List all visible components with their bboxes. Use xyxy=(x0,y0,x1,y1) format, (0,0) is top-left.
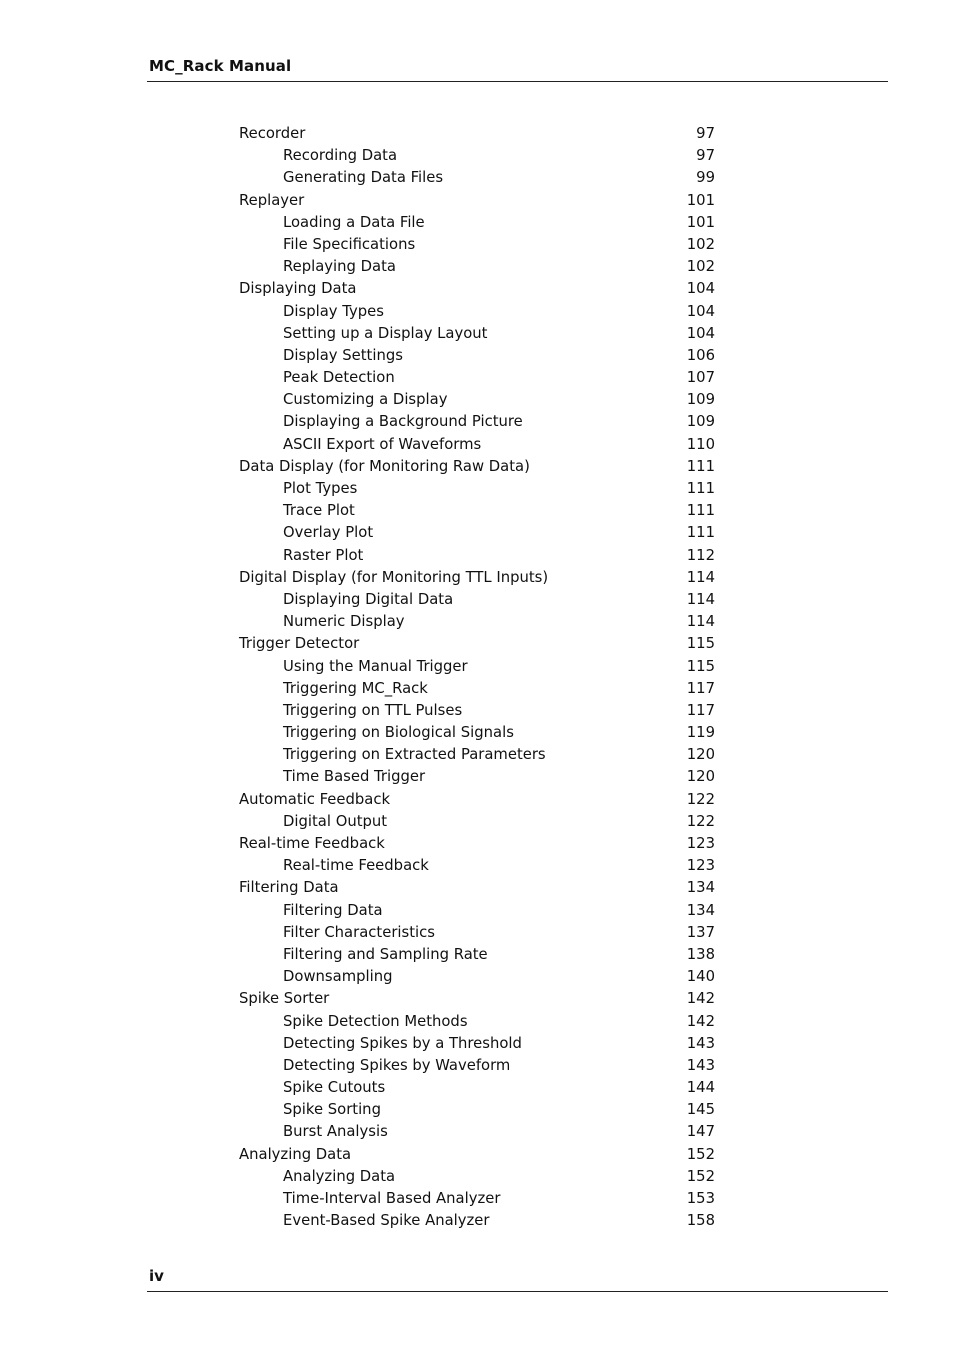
toc-entry-title: Real-time Feedback xyxy=(239,835,385,852)
toc-chapter-entry[interactable] xyxy=(239,190,717,212)
toc-entry-title: Using the Manual Trigger xyxy=(283,657,468,675)
toc-entry-title: Recorder xyxy=(239,125,306,142)
toc-entry-page-number: 106 xyxy=(686,346,715,364)
toc-section-entry[interactable] xyxy=(239,1099,717,1121)
toc-section-entry[interactable] xyxy=(239,345,717,367)
toc-entry-page-number: 109 xyxy=(686,391,715,409)
toc-section-entry[interactable] xyxy=(239,1210,717,1232)
toc-entry-title: Analyzing Data xyxy=(283,1167,396,1185)
toc-entry-page-number: 104 xyxy=(686,280,715,298)
toc-entry-title: Replayer xyxy=(239,191,305,209)
toc-section-entry[interactable] xyxy=(239,722,717,744)
toc-section-entry[interactable] xyxy=(239,944,717,966)
toc-entry-title: Filtering Data xyxy=(239,879,339,897)
toc-entry-page-number: 145 xyxy=(686,1101,715,1119)
toc-entry-title: Display Types xyxy=(283,302,384,320)
toc-entry-title: Trigger Detector xyxy=(239,635,360,653)
toc-entry-page-number: 99 xyxy=(696,169,715,187)
toc-entry-title: Triggering on Biological Signals xyxy=(283,724,514,742)
toc-entry-title: Displaying a Background Picture xyxy=(283,413,523,431)
toc-entry-title: Customizing a Display xyxy=(283,391,448,409)
toc-entry-title: File Specifications xyxy=(283,235,416,253)
toc-section-entry[interactable] xyxy=(239,855,717,877)
toc-entry-title: Detecting Spikes by Waveform xyxy=(283,1056,511,1074)
toc-entry-page-number: 142 xyxy=(686,990,715,1008)
toc-entry-page-number: 142 xyxy=(686,1012,715,1030)
toc-entry-title: Peak Detection xyxy=(283,369,395,387)
toc-entry-title: Downsampling xyxy=(283,968,393,986)
toc-section-entry[interactable] xyxy=(239,256,717,278)
toc-entry-title: Overlay Plot xyxy=(283,524,374,542)
toc-entry-title: Trace Plot xyxy=(283,502,355,520)
toc-entry-page-number: 147 xyxy=(686,1123,715,1141)
toc-entry-page-number: 120 xyxy=(686,746,715,764)
toc-entry-page-number: 134 xyxy=(686,879,715,897)
toc-section-entry[interactable] xyxy=(239,500,717,522)
toc-chapter-entry[interactable] xyxy=(239,456,717,478)
toc-entry-title: Analyzing Data xyxy=(239,1145,352,1163)
toc-entry-page-number: 140 xyxy=(686,968,715,986)
toc-section-entry[interactable] xyxy=(239,1077,717,1099)
toc-entry-title: Data Display (for Monitoring Raw Data) xyxy=(239,457,530,475)
toc-section-entry[interactable] xyxy=(239,922,717,944)
toc-entry-title: Time Based Trigger xyxy=(283,768,426,786)
toc-entry-page-number: 115 xyxy=(686,657,715,675)
toc-chapter-entry[interactable] xyxy=(239,633,717,655)
toc-entry-title: Triggering on Extracted Parameters xyxy=(283,746,546,764)
toc-entry-page-number: 119 xyxy=(686,724,715,742)
toc-section-entry[interactable] xyxy=(239,1011,717,1033)
toc-entry-page-number: 114 xyxy=(686,590,715,608)
toc-entry-title: Triggering MC_Rack xyxy=(283,679,428,697)
toc-entry-title: Displaying Data xyxy=(239,280,357,298)
toc-entry-title: Real-time Feedback xyxy=(283,857,429,875)
toc-entry-title: Plot Types xyxy=(283,480,358,497)
toc-entry-page-number: 117 xyxy=(686,679,715,697)
toc-entry-title: Event-Based Spike Analyzer xyxy=(283,1212,490,1230)
toc-section-entry[interactable] xyxy=(239,656,717,678)
toc-chapter-entry[interactable] xyxy=(239,877,717,899)
toc-section-entry[interactable] xyxy=(239,589,717,611)
toc-section-entry[interactable] xyxy=(239,301,717,323)
toc-entry-page-number: 115 xyxy=(686,635,715,653)
toc-entry-page-number: 112 xyxy=(686,546,715,564)
manual-title: MC_Rack Manual xyxy=(149,57,292,75)
toc-section-entry[interactable] xyxy=(239,522,717,544)
toc-entry-page-number: 104 xyxy=(686,302,715,320)
toc-chapter-entry[interactable] xyxy=(239,1144,717,1166)
toc-entry-title: Replaying Data xyxy=(283,258,396,276)
toc-entry-page-number: 111 xyxy=(686,480,715,497)
toc-entry-page-number: 114 xyxy=(686,568,715,586)
toc-section-entry[interactable] xyxy=(239,766,717,788)
toc-entry-title: ASCII Export of Waveforms xyxy=(283,435,482,453)
toc-entry-page-number: 101 xyxy=(686,213,715,231)
toc-entry-title: Automatic Feedback xyxy=(239,790,391,808)
toc-entry-title: Burst Analysis xyxy=(283,1123,388,1141)
toc-entry-title: Digital Output xyxy=(283,812,388,830)
toc-entry-page-number: 122 xyxy=(686,812,715,830)
toc-section-entry[interactable] xyxy=(239,811,717,833)
toc-section-entry[interactable] xyxy=(239,478,717,500)
toc-entry-page-number: 144 xyxy=(686,1079,715,1097)
toc-entry-page-number: 102 xyxy=(686,235,715,253)
toc-entry-page-number: 111 xyxy=(686,457,715,475)
page-number: iv xyxy=(149,1267,164,1285)
toc-entry-title: Spike Sorter xyxy=(239,990,330,1008)
toc-entry-page-number: 102 xyxy=(686,258,715,276)
toc-entry-title: Display Settings xyxy=(283,346,403,364)
toc-entry-page-number: 101 xyxy=(686,191,715,209)
toc-section-entry[interactable] xyxy=(239,1055,717,1077)
toc-entry-page-number: 110 xyxy=(686,435,715,453)
toc-entry-page-number: 104 xyxy=(686,324,715,342)
toc-entry-title: Time-Interval Based Analyzer xyxy=(283,1190,501,1207)
toc-section-entry[interactable] xyxy=(239,1166,717,1188)
toc-section-entry[interactable] xyxy=(239,234,717,256)
toc-entry-page-number: 152 xyxy=(686,1167,715,1185)
toc-entry-title: Spike Cutouts xyxy=(283,1079,386,1097)
toc-entry-page-number: 143 xyxy=(686,1056,715,1074)
toc-section-entry[interactable] xyxy=(239,700,717,722)
toc-entry-title: Filter Characteristics xyxy=(283,923,435,941)
toc-entry-page-number: 111 xyxy=(686,502,715,520)
page-header xyxy=(147,56,888,82)
toc-entry-page-number: 123 xyxy=(686,857,715,875)
toc-entry-title: Filtering and Sampling Rate xyxy=(283,945,488,963)
toc-entry-title: Triggering on TTL Pulses xyxy=(283,701,463,719)
toc-entry-title: Displaying Digital Data xyxy=(283,590,454,608)
toc-section-entry[interactable] xyxy=(239,434,717,456)
toc-entry-page-number: 153 xyxy=(686,1190,715,1207)
toc-section-entry[interactable] xyxy=(239,1188,717,1210)
toc-section-entry[interactable] xyxy=(239,323,717,345)
toc-entry-title: Setting up a Display Layout xyxy=(283,324,488,342)
toc-chapter-entry[interactable] xyxy=(239,833,717,855)
toc-entry-title: Loading a Data File xyxy=(283,213,425,231)
toc-entry-page-number: 123 xyxy=(686,835,715,852)
toc-entry-page-number: 134 xyxy=(686,901,715,919)
page-footer xyxy=(147,1266,888,1292)
toc-section-entry[interactable] xyxy=(239,1121,717,1143)
toc-entry-page-number: 152 xyxy=(686,1145,715,1163)
toc-entry-page-number: 158 xyxy=(686,1212,715,1230)
toc-chapter-entry[interactable] xyxy=(239,789,717,811)
toc-entry-page-number: 111 xyxy=(686,524,715,542)
toc-entry-page-number: 114 xyxy=(686,613,715,631)
toc-section-entry[interactable] xyxy=(239,611,717,633)
toc-entry-title: Spike Sorting xyxy=(283,1101,381,1119)
toc-entry-page-number: 107 xyxy=(686,369,715,387)
toc-section-entry[interactable] xyxy=(239,744,717,766)
toc-entry-title: Digital Display (for Monitoring TTL Inputs) xyxy=(239,568,549,586)
toc-section-entry[interactable] xyxy=(239,966,717,988)
toc-entry-page-number: 137 xyxy=(686,923,715,941)
toc-chapter-entry[interactable] xyxy=(239,278,717,300)
toc-section-entry[interactable] xyxy=(239,545,717,567)
toc-section-entry[interactable] xyxy=(239,900,717,922)
toc-entry-page-number: 97 xyxy=(696,125,715,142)
toc-section-entry[interactable] xyxy=(239,1033,717,1055)
toc-entry-title: Numeric Display xyxy=(283,613,405,631)
toc-section-entry[interactable] xyxy=(239,212,717,234)
toc-entry-title: Detecting Spikes by a Threshold xyxy=(283,1034,522,1052)
toc-chapter-entry[interactable] xyxy=(239,567,717,589)
toc-entry-page-number: 117 xyxy=(686,701,715,719)
toc-section-entry[interactable] xyxy=(239,367,717,389)
toc-entry-page-number: 138 xyxy=(686,945,715,963)
toc-section-entry[interactable] xyxy=(239,389,717,411)
toc-entry-page-number: 120 xyxy=(686,768,715,786)
table-of-contents xyxy=(239,123,717,1232)
toc-entry-page-number: 122 xyxy=(686,790,715,808)
toc-section-entry[interactable] xyxy=(239,145,717,167)
toc-entry-page-number: 143 xyxy=(686,1034,715,1052)
toc-chapter-entry[interactable] xyxy=(239,123,717,145)
toc-entry-page-number: 109 xyxy=(686,413,715,431)
toc-entry-title: Raster Plot xyxy=(283,546,364,564)
toc-section-entry[interactable] xyxy=(239,167,717,189)
toc-entry-title: Generating Data Files xyxy=(283,169,444,187)
toc-entry-page-number: 97 xyxy=(696,147,715,165)
toc-entry-title: Recording Data xyxy=(283,147,398,165)
toc-section-entry[interactable] xyxy=(239,411,717,433)
toc-section-entry[interactable] xyxy=(239,678,717,700)
toc-entry-title: Filtering Data xyxy=(283,901,383,919)
toc-entry-title: Spike Detection Methods xyxy=(283,1012,468,1030)
toc-chapter-entry[interactable] xyxy=(239,988,717,1010)
